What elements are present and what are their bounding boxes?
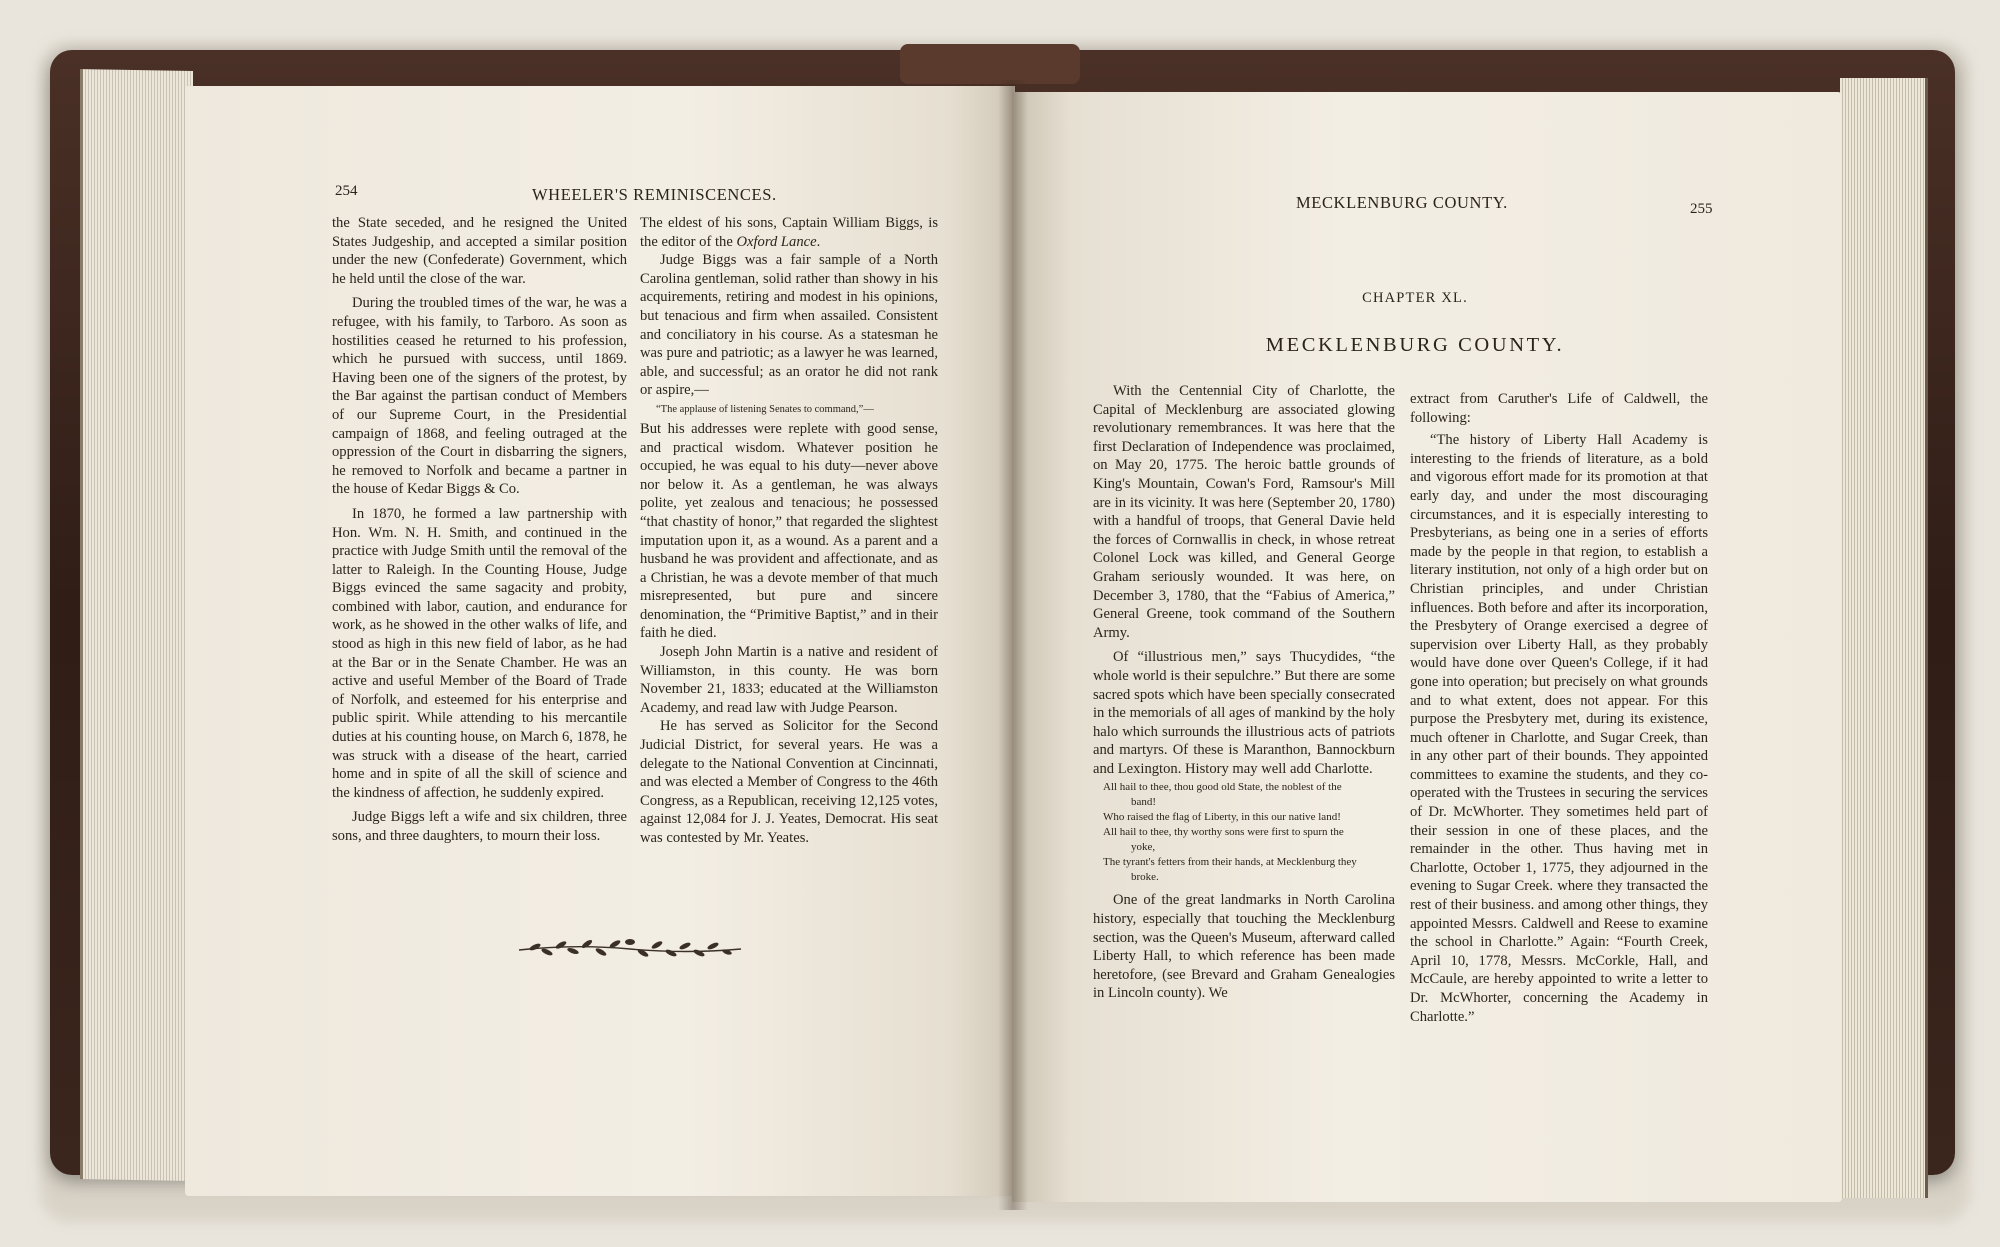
- paragraph: “The history of Liberty Hall Academy is interesting to the friends of literature, as a bold and vigorous effort made for its promotion at that early day, and under the most discouraging circumstances, and it is especially interesting to Presbyterians, as being one in a series of efforts made by the people in that region, to establish a literary institution, not only of a high order but on Christian principles, and under Christian influences. Both before and after its incorporation, the Presbytery of Orange exercised a degree of supervision over Liberty Hall, as they probably would have done over Queen's College, if it had gone into operation; but precisely on what grounds and to what extent, does not appear. For this purpose the Presbytery met, during its existence, much oftener in Charlotte, and Sugar Creek, than in any other part of their bounds. They appointed committees to examine the students, and they co-operated with the Trustees in securing the services of Dr. McWhorter. They sometimes held part of their session in one of these places, and the remainder in the other. Thus having met in Charlotte, October 1, 1775, they adjourned in the evening to Sugar Creek. where they transacted the rest of their business. and among other things, they appointed Messrs. Caldwell and Reese to examine the school in Charlotte.” Again: “Fourth Creek, April 10, 1778, Messrs. McCorkle, Hall, and McCaule, are hereby appointed to write a letter to Dr. McWhorter, concerning the Academy in Charlotte.”: [1410, 432, 1708, 1025]
- chapter-title: MECKLENBURG COUNTY.: [1265, 334, 1565, 356]
- decorative-vine-ornament: [515, 936, 745, 962]
- quotation: “The applause of listening Senates to command,”—: [656, 403, 874, 415]
- paragraph: He has served as Solicitor for the Second Judicial District, for several years. He was a delegate to the National Convention at Cincinnati, and was elected a Member of Congress to the 46th Congress, as a Republican, receiving 12,125 votes, against 12,084 for J. J. Yeates, Democrat. His seat was contested by Mr. Yeates.: [640, 718, 938, 846]
- book-spine: [900, 44, 1080, 84]
- left-column-1: [332, 214, 627, 846]
- verse-line: band!: [1131, 796, 1157, 809]
- book-gutter: [998, 80, 1028, 1210]
- chapter-number: CHAPTER XL.: [1362, 290, 1468, 306]
- right-running-head: MECKLENBURG COUNTY.: [1296, 193, 1508, 212]
- left-page-number: 254: [335, 183, 358, 199]
- newspaper-title: Oxford Lance: [736, 233, 817, 250]
- paragraph: Judge Biggs left a wife and six children, three sons, and three daughters, to mourn their loss.: [332, 809, 627, 844]
- verse-line: All hail to thee, thy worthy sons were first to spurn the: [1103, 826, 1344, 839]
- paragraph: extract from Caruther's Life of Caldwell, the following:: [1410, 391, 1708, 426]
- paragraph: In 1870, he formed a law partnership with Hon. Wm. N. H. Smith, and continued in the practice with Judge Smith until the removal of the latter to Raleigh. In the Counting House, Judge Biggs evinced the same sagacity and probity, combined with labor, caution, and endurance for work, as he showed in the other walks of life, and stood as high in this new field of labor, as he had at the Bar or in the Senate Chamber. He was an active and useful Member of the Board of Trade of Norfolk, and esteemed for his enterprise and public spirit. While attending to his mercantile duties at his counting house, on March 6, 1878, he was struck with a disease of the heart, carried home and in spite of all the skill of science and the kindness of affection, he suddenly expired.: [332, 505, 627, 801]
- page-edges-left: [80, 69, 193, 1181]
- verse-line: Who raised the flag of Liberty, in this our native land!: [1103, 811, 1341, 824]
- left-column-2: [640, 214, 938, 848]
- text-run: The eldest of his sons, Captain William Biggs, is the editor of the: [640, 215, 938, 250]
- paragraph: Of “illustrious men,” says Thucydides, “the whole world is their sepulchre.” But there are some sacred spots which have been specially consecrated in the memorials of all ages of mankind by the holy halo which surrounds the illustrious acts of patriots and martyrs. Of these is Maranthon, Bannockburn and Lexington. History may well add Charlotte.: [1093, 649, 1395, 777]
- paragraph: [640, 214, 938, 251]
- right-column-2: [1410, 390, 1708, 1026]
- verse-line: yoke,: [1131, 841, 1156, 854]
- left-running-head: WHEELER'S REMINISCENCES.: [532, 185, 777, 204]
- right-column-1: [1093, 382, 1395, 1003]
- verse-line: The tyrant's fetters from their hands, at Mecklenburg they: [1103, 856, 1357, 869]
- paragraph: But his addresses were replete with good sense, and practical wisdom. Whatever position he occupied, he was equal to his duty—never above nor below it. As a gentleman, he was always polite, yet zealous and tenacious; he possessed “that chastity of honor,” that regarded the slightest imputation upon it, as a wound. As a parent and a husband he was provident and affectionate, and as a Christian, he was a devote member of that much misrepresented, but pure and sincere denomination, the “Primitive Baptist,” and in their faith he died.: [640, 420, 938, 642]
- paragraph: the State seceded, and he resigned the United States Judgeship, and accepted a similar position under the new (Confederate) Government, which he held until the close of the war.: [332, 215, 627, 287]
- paragraph: One of the great landmarks in North Carolina history, especially that touching the Mecklenburg section, was the Queen's Museum, afterward called Liberty Hall, to which reference has been made heretofore, (see Brevard and Graham Genealogies in Lincoln county). We: [1093, 892, 1395, 1002]
- poem-verse: [1093, 780, 1395, 885]
- paragraph: With the Centennial City of Charlotte, the Capital of Mecklenburg are associated glowing revolutionary remembrances. It was here that the first Declaration of Independence was proclaimed, on May 20, 1775. The heroic battle grounds of King's Mountain, Cowan's Ford, Ramsour's Mill are in its vicinity. It was here (September 20, 1780) with a handful of troops, that General Davie held the forces of Cornwallis in check, in whose retreat Colonel Lock was killed, and General George Graham seriously wounded. It was here, on December 3, 1780, that the “Fabius of America,” General Greene, took command of the Southern Army.: [1093, 383, 1395, 641]
- paragraph: Judge Biggs was a fair sample of a North Carolina gentleman, solid rather than showy in his acquirements, retiring and modest in his opinions, but tenacious and firm when assailed. Consistent and conciliatory in his course. As a statesman he was pure and patriotic; as a lawyer he was learned, able, and successful; as an orator he did not rank or aspire,—: [640, 252, 938, 399]
- paragraph: During the troubled times of the war, he was a refugee, with his family, to Tarboro. As soon as hostilities ceased he returned to his profession, which he pursued with success, until 1869. Having been one of the signers of the protest, by the Bar against the partisan conduct of Members of our Supreme Court, in the Presidential campaign of 1868, and feeling outraged at the oppression of the Court in disbarring the signers, he removed to Norfolk and became a partner in the house of Kedar Biggs & Co.: [332, 295, 627, 498]
- right-page-number: 255: [1690, 201, 1713, 217]
- paragraph: Joseph John Martin is a native and resident of Williamston, in this county. He was born November 21, 1833; educated at the Williamston Academy, and read law with Judge Pearson.: [640, 644, 938, 716]
- page-edges-right: [1840, 78, 1928, 1198]
- verse-line: All hail to thee, thou good old State, the noblest of the: [1103, 781, 1342, 794]
- text-run: .: [816, 233, 821, 250]
- verse-line: broke.: [1131, 871, 1159, 884]
